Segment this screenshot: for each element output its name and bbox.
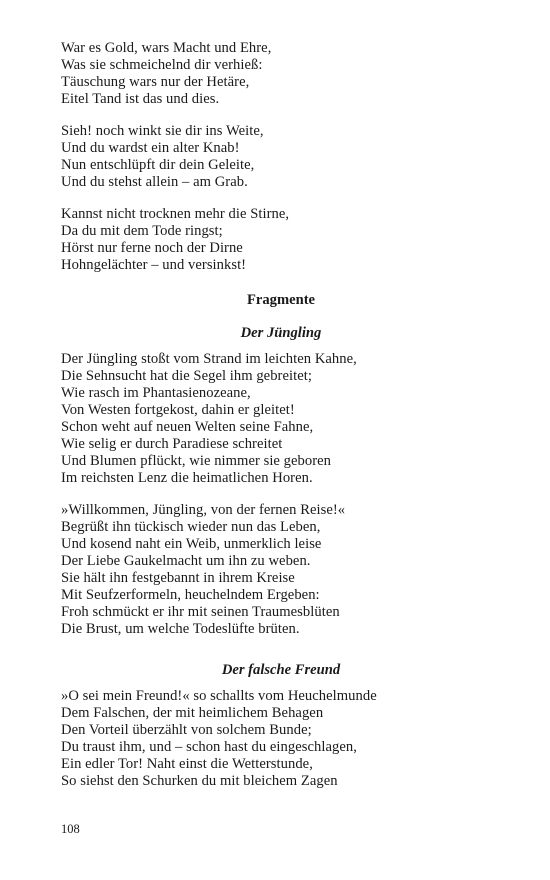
verse-line: Der Liebe Gaukelmacht um ihn zu weben. bbox=[61, 553, 311, 569]
verse-line: Kannst nicht trocknen mehr die Stirne, bbox=[61, 206, 290, 222]
verse-line: Da du mit dem Tode ringst; bbox=[61, 223, 223, 239]
stanza bbox=[61, 502, 501, 638]
verse-line: Was sie schmeichelnd dir verhieß: bbox=[61, 57, 263, 73]
verse-line: Hohngelächter – und versinkst! bbox=[61, 257, 247, 273]
verse-line: Wie rasch im Phantasienozeane, bbox=[61, 385, 251, 401]
verse-line: Mit Seufzerformeln, heuchelndem Ergeben: bbox=[61, 587, 320, 603]
stanza bbox=[61, 40, 501, 108]
section-heading: Fragmente bbox=[246, 292, 316, 308]
stanza bbox=[61, 206, 501, 274]
verse-line: Sie hält ihn festgebannt in ihrem Kreise bbox=[61, 570, 295, 586]
verse-line: »Willkommen, Jüngling, von der fernen Reise!« bbox=[61, 502, 346, 518]
verse-line: War es Gold, wars Macht und Ehre, bbox=[61, 40, 272, 56]
verse-line: So siehst den Schurken du mit bleichem Zagen bbox=[61, 773, 338, 789]
verse-line: Hörst nur ferne noch der Dirne bbox=[61, 240, 243, 256]
poem-title: Der falsche Freund bbox=[221, 662, 341, 678]
stanza bbox=[61, 351, 501, 487]
verse-line: Du traust ihm, und – schon hast du eingeschlagen, bbox=[61, 739, 357, 755]
verse-line: Im reichsten Lenz die heimatlichen Horen. bbox=[61, 470, 313, 486]
verse-line: Wie selig er durch Paradiese schreitet bbox=[61, 436, 283, 452]
page-number: 108 bbox=[61, 822, 80, 836]
verse-line: Sieh! noch winkt sie dir ins Weite, bbox=[61, 123, 264, 139]
stanza bbox=[61, 123, 501, 191]
verse-line: Täuschung wars nur der Hetäre, bbox=[61, 74, 250, 90]
verse-line: Den Vorteil überzählt von solchem Bunde; bbox=[61, 722, 312, 738]
verse-line: Von Westen fortgekost, dahin er gleitet! bbox=[61, 402, 295, 418]
verse-line: Und du stehst allein – am Grab. bbox=[61, 174, 248, 190]
verse-line: Dem Falschen, der mit heimlichem Behagen bbox=[61, 705, 324, 721]
verse-line: Eitel Tand ist das und dies. bbox=[61, 91, 220, 107]
verse-line: Der Jüngling stoßt vom Strand im leichten Kahne, bbox=[61, 351, 357, 367]
verse-line: Die Sehnsucht hat die Segel ihm gebreitet; bbox=[61, 368, 312, 384]
verse-line: Froh schmückt er ihr mit seinen Traumesblüten bbox=[61, 604, 340, 620]
verse-line: Schon weht auf neuen Welten seine Fahne, bbox=[61, 419, 314, 435]
stanza bbox=[61, 688, 501, 790]
verse-line: »O sei mein Freund!« so schallts vom Heuchelmunde bbox=[61, 688, 377, 704]
verse-line: Begrüßt ihn tückisch wieder nun das Leben, bbox=[61, 519, 321, 535]
verse-line: Und Blumen pflückt, wie nimmer sie geboren bbox=[61, 453, 331, 469]
verse-line: Und kosend naht ein Weib, unmerklich leise bbox=[61, 536, 322, 552]
poem-title: Der Jüngling bbox=[240, 325, 322, 341]
verse-line: Und du wardst ein alter Knab! bbox=[61, 140, 240, 156]
verse-line: Die Brust, um welche Todeslüfte brüten. bbox=[61, 621, 300, 637]
page-body bbox=[61, 40, 501, 790]
verse-line: Ein edler Tor! Naht einst die Wetterstunde, bbox=[61, 756, 313, 772]
verse-line: Nun entschlüpft dir dein Geleite, bbox=[61, 157, 255, 173]
